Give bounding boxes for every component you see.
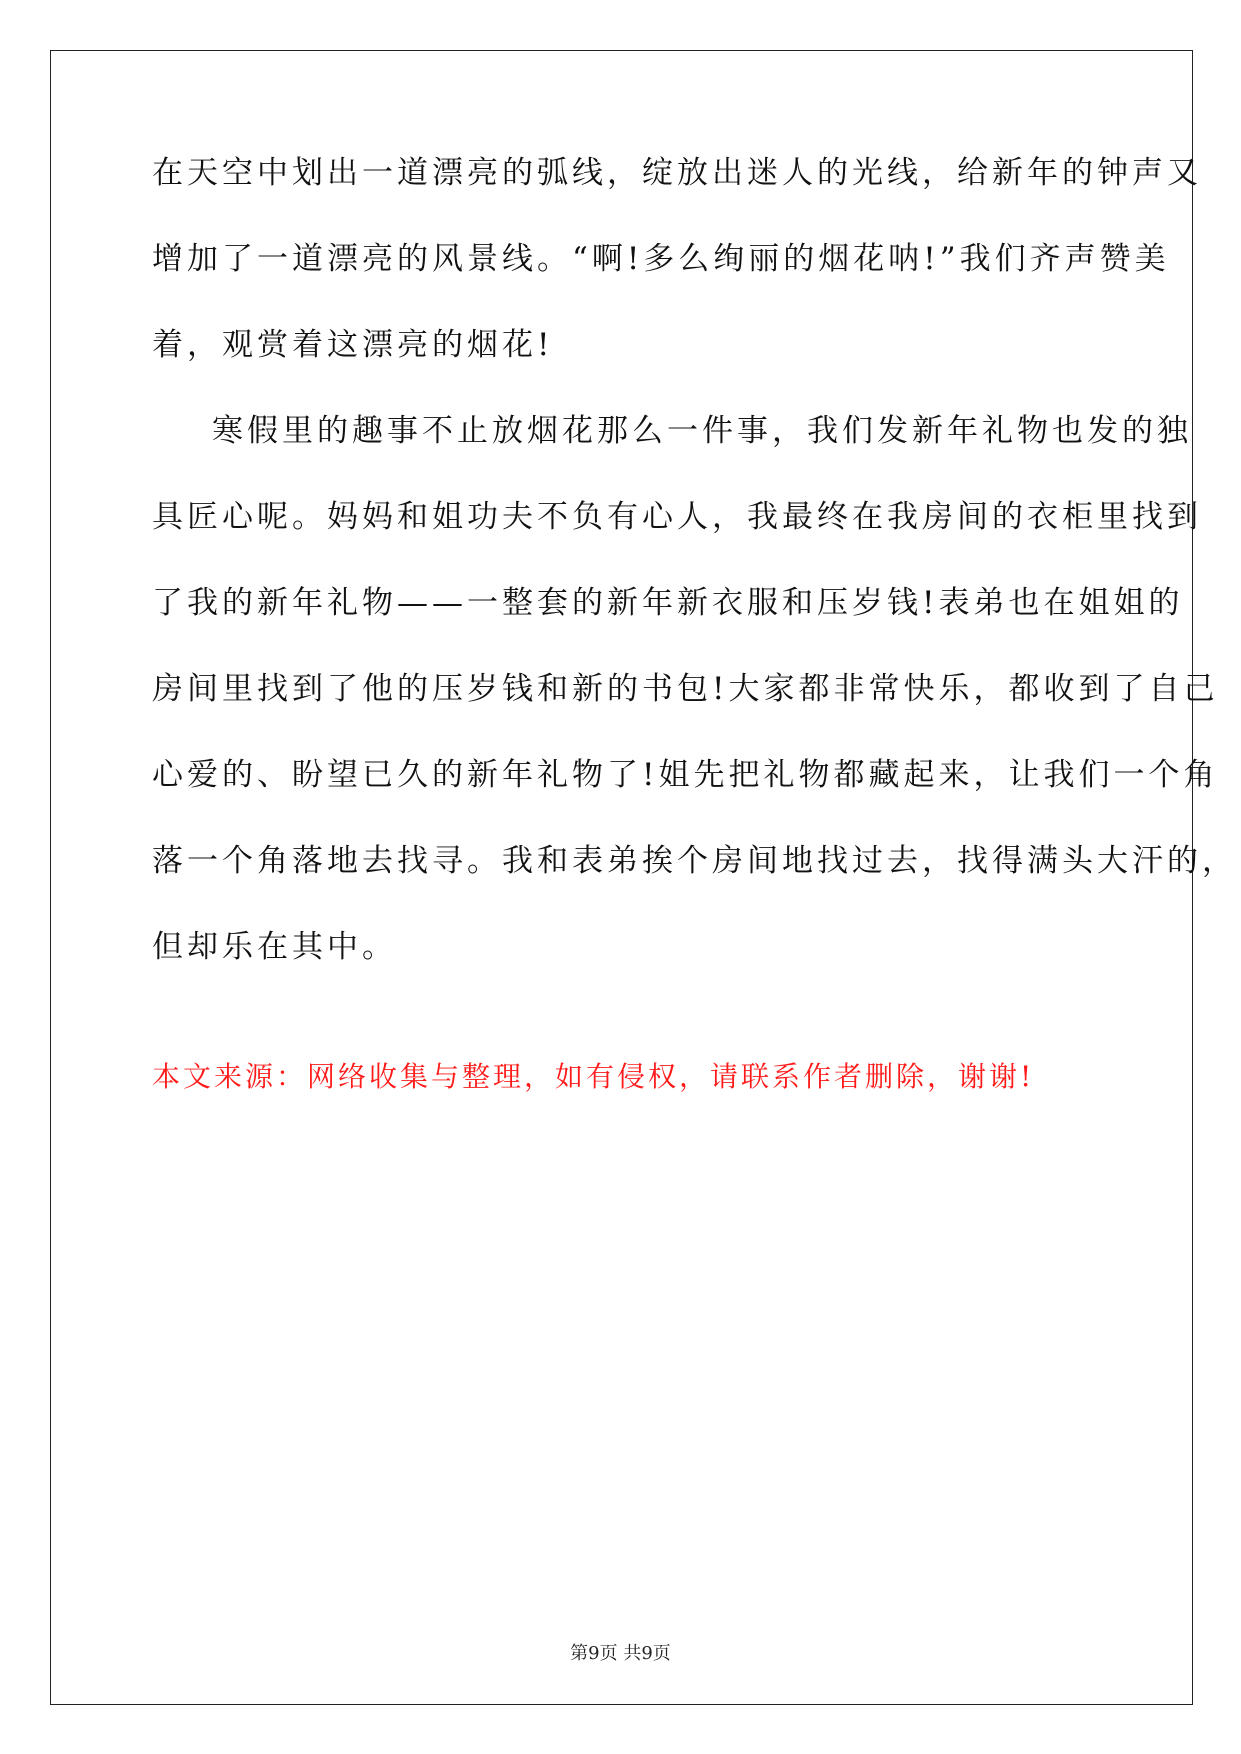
body-line-8: 心爱的、盼望已久的新年礼物了!姐先把礼物都藏起来，让我们一个角 [152,757,1219,793]
body-line-4: 寒假里的趣事不止放烟花那么一件事，我们发新年礼物也发的独 [212,413,1192,449]
document-body [152,155,1237,1018]
page-footer: 第9页 共9页 [570,1643,671,1664]
source-note: 本文来源：网络收集与整理，如有侵权，请联系作者删除，谢谢! [152,1060,1035,1093]
body-line-9: 落一个角落地去找寻。我和表弟挨个房间地找过去，找得满头大汗的， [152,843,1237,879]
body-line-6: 了我的新年礼物——一整套的新年新衣服和压岁钱!表弟也在姐姐的 [152,585,1184,621]
body-line-7: 房间里找到了他的压岁钱和新的书包!大家都非常快乐，都收到了自己 [152,671,1219,707]
body-line-2: 增加了一道漂亮的风景线。“啊!多么绚丽的烟花呐!”我们齐声赞美 [152,241,1170,277]
body-line-10: 但却乐在其中。 [152,929,397,965]
body-line-3: 着，观赏着这漂亮的烟花! [152,327,554,363]
body-line-1: 在天空中划出一道漂亮的弧线，绽放出迷人的光线，给新年的钟声又 [152,155,1202,191]
body-line-5: 具匠心呢。妈妈和姐功夫不负有心人，我最终在我房间的衣柜里找到 [152,499,1202,535]
